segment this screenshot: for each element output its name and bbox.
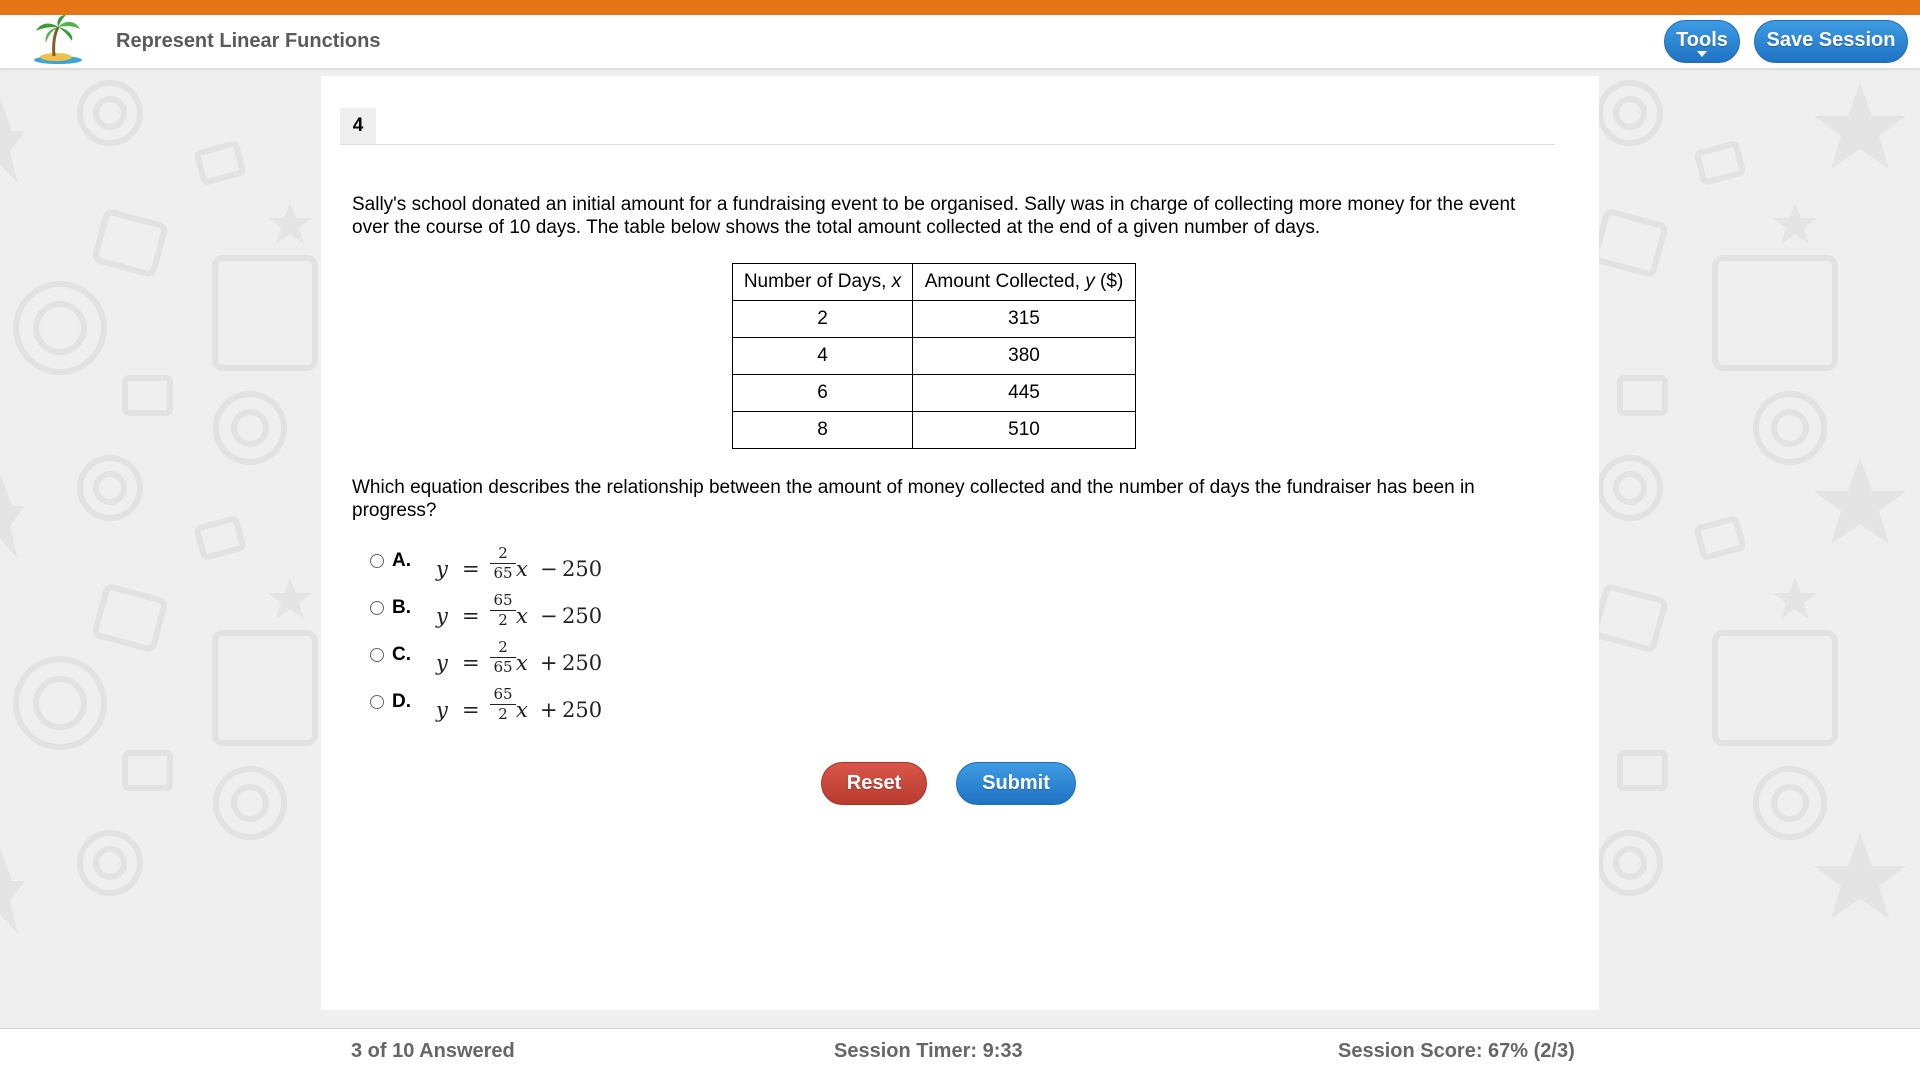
save-session-button[interactable]: Save Session (1754, 20, 1908, 63)
choice-a-radio[interactable] (370, 554, 384, 568)
table-cell-days: 2 (733, 301, 913, 338)
choice-letter: A. (392, 550, 411, 571)
caret-down-icon (1697, 51, 1707, 57)
table-header-amount: Amount Collected, y ($) (913, 264, 1136, 301)
table-cell-amount: 380 (913, 338, 1136, 375)
table-cell-days: 8 (733, 412, 913, 449)
choice-b[interactable]: B. y = $\frac{65}{2}$ x − 250 (370, 595, 670, 635)
table-cell-amount: 445 (913, 375, 1136, 412)
question-number: 4 (340, 108, 376, 144)
question-ask: Which equation describes the relationship between the amount of money collected and the number of days the fundraiser has been in progress? (352, 477, 1475, 521)
palm-island-logo-icon (30, 15, 86, 65)
question-card (321, 76, 1599, 1010)
choice-letter: C. (392, 644, 411, 665)
choice-letter: D. (392, 691, 411, 712)
choice-letter: B. (392, 597, 411, 618)
table-row (733, 301, 1136, 338)
session-timer: Session Timer: 9:33 (834, 1040, 1023, 1062)
reset-button[interactable]: Reset (821, 762, 927, 805)
table-cell-days: 6 (733, 375, 913, 412)
table-cell-amount: 510 (913, 412, 1136, 449)
tools-button-label: Tools (1676, 29, 1728, 51)
tools-button[interactable] (1664, 20, 1740, 63)
choice-b-radio[interactable] (370, 601, 384, 615)
table-header-row (733, 264, 1136, 301)
choice-d-radio[interactable] (370, 695, 384, 709)
table-cell-days: 4 (733, 338, 913, 375)
table-row (733, 375, 1136, 412)
question-header-divider (340, 144, 1555, 145)
choice-c-radio[interactable] (370, 648, 384, 662)
table-header-days: Number of Days, x (733, 264, 913, 301)
table-cell-amount: 315 (913, 301, 1136, 338)
session-score: Session Score: 67% (2/3) (1338, 1040, 1575, 1062)
submit-button[interactable]: Submit (956, 762, 1076, 805)
answered-count: 3 of 10 Answered (351, 1040, 515, 1062)
choice-d[interactable]: D. y = $\frac{65}{2}$ x + 250 (370, 689, 670, 729)
top-accent-strip (0, 0, 1920, 15)
data-table (732, 263, 1136, 449)
session-footer (0, 1028, 1920, 1080)
table-row (733, 338, 1136, 375)
choice-c[interactable]: C. y = $\frac{2}{65}$ x + 250 (370, 642, 670, 682)
question-prompt: Sally's school donated an initial amount for a fundraising event to be organised. Sally was in charge of collecting more money for the event over the course of 10 days. The table below shows the total amount collected at the end of a given number of days. (352, 194, 1516, 238)
table-row (733, 412, 1136, 449)
app-title: Represent Linear Functions (116, 30, 381, 52)
app-header (0, 15, 1920, 69)
choice-a[interactable]: A. y = $\frac{2}{65}$ x − 250 (370, 548, 670, 588)
